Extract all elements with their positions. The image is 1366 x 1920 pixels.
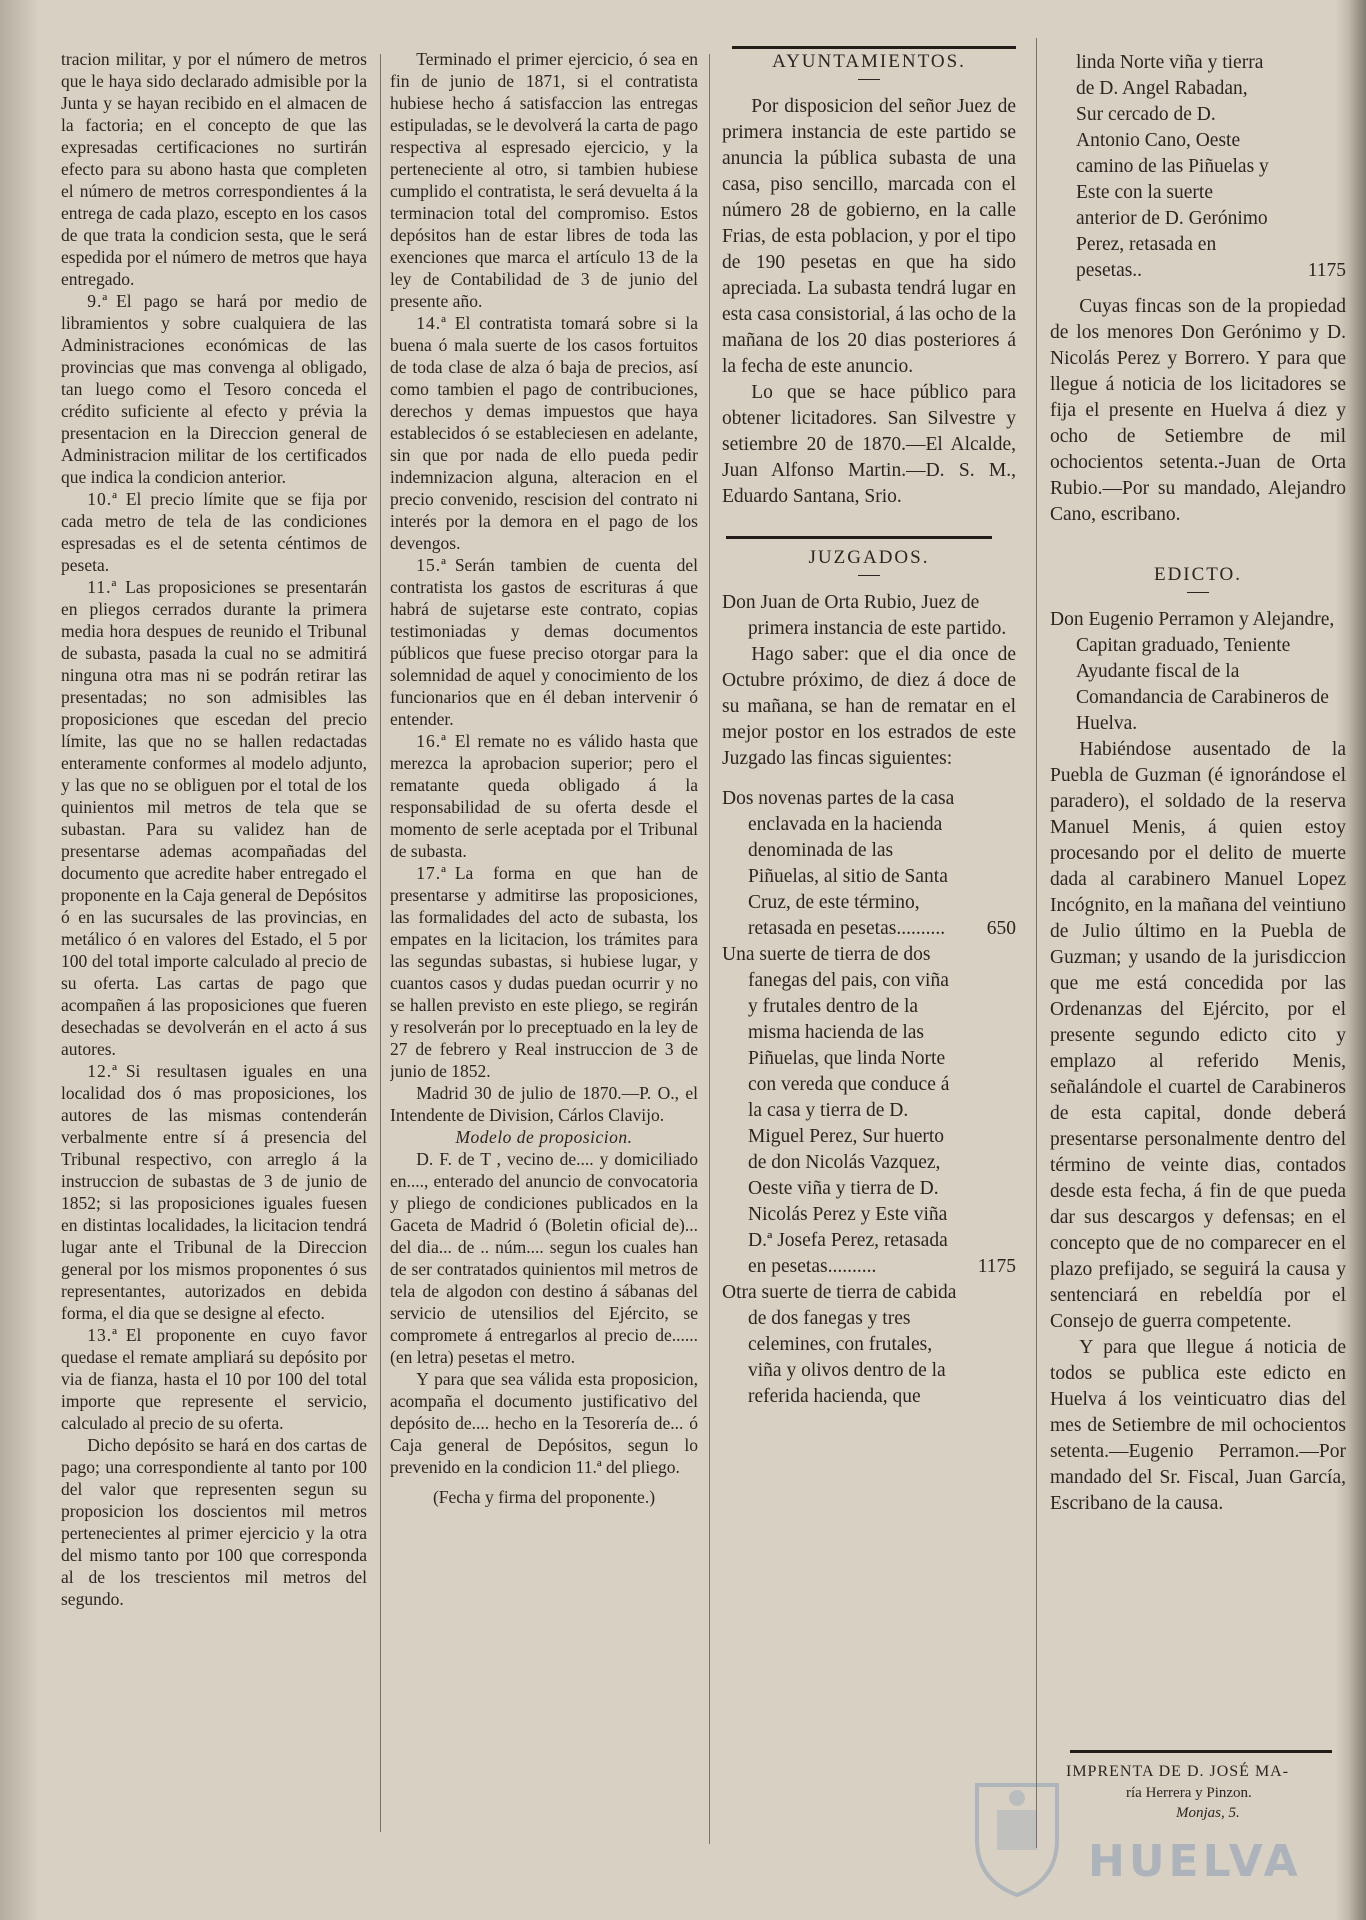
clause-11 [61,576,367,1060]
clause-number: 17.ª [416,863,447,883]
property-price: 650 [986,918,1016,939]
column-1 [61,48,367,1908]
clause-number: 11.ª [87,577,118,597]
property-description: Dos novenas partes de la casa enclavada en la hacienda denominada de las Piñuelas, al sitio de Santa Cruz, de este término, retasada en pesetas.......... [722,788,955,939]
property-description: Una suerte de tierra de dos fanegas del pais, con viña y frutales dentro de la misma hacienda de las Piñuelas, que linda Norte con vereda que conduce á la casa y tierra de D. Miguel Perez, Sur huerto de don Nicolás Vazquez, Oeste viña y tierra de D. Nicolás Perez y Este viña D.ª Josefa Perez, retasada en pesetas.......... [722,944,950,1277]
model-validity: Y para que sea válida esta proposicion, acompaña el documento justificativo del depósito de.... hecho en la Tesorería de... ó Caja general de Depósitos, segun lo prevenido en la condicion 11.ª del pliego. [390,1369,698,1477]
clause-text: La forma en que han de presentarse y admitirse las proposiciones, las formalidades del acto de subasta, los empates en la licitacion, los trámites para las segundas subastas, si hubiese lugar, y cuantos casos y dudas puedan ocurrir y no se hallen previsto en este pliego, se regirán y resolverán por lo preceptuado en la ley de 27 de febrero y Real instruccion de 3 de junio de 1852. [390,863,698,1081]
clause-text: El proponente en cuyo favor quedase el remate ampliará su depósito por via de fianza, hasta el 10 por 100 del total importe que represente el servicio, calculado al precio de su oferta. [61,1325,367,1433]
heading-dash [858,79,880,80]
paragraph-continuation: tracion militar, y por el número de metros que le haya sido declarado admisible por la Junta y se hayan recibido en el almacen de la factoria; en el concepto de que las expresadas certificaciones no surtirán efecto para su abono hasta que completen el número de metros correspondientes á la entrega de cada plazo, escepto en los casos de que trata la condicion sesta, que le será espedida por el número de metros que haya entregado. [61,49,367,289]
imprint-printer: IMPRENTA DE D. JOSÉ MA- [1066,1763,1290,1780]
model-heading: Modelo de proposicion. [455,1127,633,1147]
clause-number: 16.ª [416,731,447,751]
clause-14 [390,312,698,554]
model-signature: (Fecha y firma del proponente.) [432,1487,656,1507]
heading-dash [858,575,880,576]
imprint-rule [1070,1750,1332,1753]
clause-text: El remate no es válido hasta que merezca la aprobacion superior; pero el rematante queda obligado á la responsabilidad de su oferta desde el momento de serle aceptada por el Tribunal de subasta. [390,731,698,861]
clause-number: 10.ª [87,489,118,509]
clause-number: 14.ª [416,313,447,333]
property-item-continued [1050,50,1346,284]
column-divider-2 [709,54,710,1844]
auction-notice: Hago saber: que el dia once de Octubre próximo, de diez á doce de su mañana, se han de rematar en el mejor postor en los estrados de este Juzgado las fincas siguientes: [722,644,1016,769]
property-item [722,786,1016,942]
signature-line: Madrid 30 de julio de 1870.—P. O., el Intendente de Division, Cárlos Clavijo. [390,1083,698,1125]
clause-10 [61,488,367,576]
property-item [722,1280,1016,1410]
imprint-address: Monjas, 5. [1176,1805,1240,1821]
clause-15 [390,554,698,730]
clause-text: Las proposiciones se presentarán en pliegos cerrados durante la primera media hora despues de reunido el Tribunal de subasta, pasada la cual no se admitirá ninguna otra mas ni se podrán retirar las presentadas; no son admisibles las proposiciones que escedan del precio límite, las que no se hallen redactadas enteramente conformes al modelo adjunto, y las que no se obliguen por el total de los quinientos mil metros de tela que se subastan. Para su validez han de presentarse ademas acompañadas del documento que acredite haber entregado el proponente en la Caja general de Depósitos ó en las sucursales de las provincias, en metálico ó en valores del Estado, el 5 por 100 del total importe calculado al precio de su oferta. Las cartas de pago que acompañen á las proposiciones que fueren desechadas se devolverán en el acto á sus autores. [61,577,367,1059]
judge-name: Don Juan de Orta Rubio, Juez de primera instancia de este partido. [722,592,1007,639]
model-body: D. F. de T , vecino de.... y domiciliado en...., enterado del anuncio de convocatoria y pliego de condiciones publicados en la Gaceta de Madrid ó (Boletin oficial de)... del dia... de .. núm.... segun los cuales han de ser contratados quinientos mil metros de tela de algodon con destino á sábanas del servicio de utensilios del Ejército, se compromete á entregarlos al precio de...... (en letra) pesetas el metro. [390,1149,698,1367]
clause-9 [61,290,367,488]
clause-17 [390,862,698,1082]
deposit-paragraph: Dicho depósito se hará en dos cartas de pago; una correspondiente al tanto por 100 del valor que representen segun su proposicion los doscientos mil metros pertenecientes al primer ejercicio y la otra del mismo tanto por 100 que corresponda al de los trescientos mil metros del segundo. [61,1435,367,1609]
clause-text: Serán tambien de cuenta del contratista los gastos de escrituras á que habrá de sujetarse este contrato, copias testimoniadas y demas documentos públicos que fuese preciso otorgar para la solemnidad de aquel y conocimiento de los funcionarios que en él deban intervenir ó entender. [390,555,698,729]
watermark-text: HUELVA [1088,1836,1302,1887]
ayuntamientos-closing: Lo que se hace público para obtener licitadores. San Silvestre y setiembre 20 de 1870.—El Alcalde, Juan Alfonso Martin.—D. S. M., Eduardo Santana, Srio. [722,382,1016,507]
column-divider-3 [1036,38,1037,1848]
column-divider-1 [380,54,381,1832]
clause-text: El contratista tomará sobre si la buena ó mala suerte de los casos fortuitos de toda clase de alza ó baja de precios, así como tambien el pago de contribuciones, derechos y demas impuestos que haya establecidos ó se estableciesen en adelante, sin que por nada de ello pueda pedir indemnizacion alguna, alteracion en el precio convenido, rescision del contrato ni interés por la demora en el pago de los devengos. [390,313,698,553]
ayuntamientos-heading: AYUNTAMIENTOS. [772,51,966,72]
prosecutor-name: Don Eugenio Perramon y Alejandre, Capitan graduado, Teniente Ayudante fiscal de la Comandancia de Carabineros de Huelva. [1050,609,1335,734]
imprint-printer-cont: ría Herrera y Pinzon. [1126,1785,1252,1801]
column-2 [390,48,698,1908]
property-price: 1175 [1307,260,1346,281]
column-4 [1050,50,1346,1740]
ayuntamientos-body: Por disposicion del señor Juez de primera instancia de este partido se anuncia la pública subasta de una casa, piso sencillo, marcada con el número 28 de gobierno, en la calle Frias, de esta poblacion, y por el tipo de 190 pesetas en que ha sido apreciada. La subasta tendrá lugar en esta casa consistorial, á las ocho de la mañana de los 20 dias posteriores á la fecha de este anuncio. [722,96,1016,377]
property-item [722,942,1016,1280]
clause-12 [61,1060,367,1324]
ownership-paragraph: Cuyas fincas son de la propiedad de los menores Don Gerónimo y D. Nicolás Perez y Borrero. Y para que llegue á noticia de los licitadores se fija el presente en Huelva á diez y ocho de Setiembre de mil ochocientos setenta.-Juan de Orta Rubio.—Por su mandado, Alejandro Cano, escribano. [1050,296,1346,525]
printer-imprint [1066,1750,1346,1823]
edicto-body: Habiéndose ausentado de la Puebla de Guzman (é ignorándose el paradero), el soldado de la reserva Manuel Menis, á quien estoy procesando por el delito de muerte dada al carabinero Manuel Lopez Incógnito, en la mañana del veintiuno de Julio último en la Puebla de Guzman; y usando de la jurisdiccion que me está concedida por las Ordenanzas del Ejército, por el presente segundo edicto cito y emplazo al referido Menis, señalándole el cuartel de Carabineros de esta capital, donde deberá presentarse personalmente dentro del término de veinte dias, contados desde esta fecha, á fin de que pueda dar sus descargos y defensas; en el concepto que de no comparecer en el plazo prefijado, se seguirá la causa y sentenciará en rebeldía por el Consejo de guerra competente. [1050,739,1346,1332]
clause-number: 12.ª [87,1061,118,1081]
clause-13 [61,1324,367,1434]
clause-number: 13.ª [87,1325,118,1345]
edicto-closing: Y para que llegue á noticia de todos se publica este edicto en Huelva á los veinticuatro dias del mes de Setiembre de mil ochocientos setenta.—Eugenio Perramon.—Por mandado del Sr. Fiscal, Juan García, Escribano de la causa. [1050,1337,1346,1514]
first-term-paragraph: Terminado el primer ejercicio, ó sea en fin de junio de 1871, si el contratista hubiese hecho á satisfaccion las entregas estipuladas, se le devolverá la carta de pago respectiva al espresado ejercicio, y la perteneciente al otro, si tambien hubiese cumplido el contratista, le será devuelta á la terminacion total del compromiso. Estos depósitos han de estar libres de toda las exenciones que marca el artículo 13 de la ley de Contabilidad de 3 de junio del presente año. [390,49,698,311]
section-rule [726,536,992,539]
clause-number: 15.ª [416,555,447,575]
juzgados-heading: JUZGADOS. [808,547,930,568]
column-3 [722,46,1016,1912]
clause-text: El pago se hará por medio de libramientos y sobre cualquiera de las Administraciones económicas de las provincias que mas convenga al obligado, tan luego como el Tesoro conceda el crédito suficiente al efecto y prévia la presentacion en la Direccion general de Administracion militar de los certificados que indica la condicion anterior. [61,291,367,487]
clause-text: El precio límite que se fija por cada metro de tela de las condiciones espresadas es el de setenta céntimos de peseta. [61,489,367,575]
property-description: Otra suerte de tierra de cabida de dos fanegas y tres celemines, con frutales, viña y olivos dentro de la referida hacienda, que [722,1282,957,1407]
heading-dash [1187,592,1209,593]
edicto-heading: EDICTO. [1153,564,1243,585]
clause-number: 9.ª [87,291,109,311]
library-seal-icon [962,1770,1072,1900]
property-description: linda Norte viña y tierra de D. Angel Rabadan, Sur cercado de D. Antonio Cano, Oeste camino de las Piñuelas y Este con la suerte anterior de D. Gerónimo Perez, retasada en pesetas.. [1076,52,1269,281]
clause-16 [390,730,698,862]
property-price: 1175 [977,1256,1016,1277]
clause-text: Si resultasen iguales en una localidad dos ó mas proposiciones, los autores de las mismas contenderán verbalmente entre sí á presencia del Tribunal respectivo, con arreglo á la instruccion de subastas de 3 de junio de 1852; si las proposiciones iguales fuesen en distintas localidades, la licitacion tendrá lugar ante el Tribunal de la Direccion general por los mismos proponentes ó sus representantes, autorizados en debida forma, el dia que se designe al efecto. [61,1061,367,1323]
spacer [722,772,1016,786]
